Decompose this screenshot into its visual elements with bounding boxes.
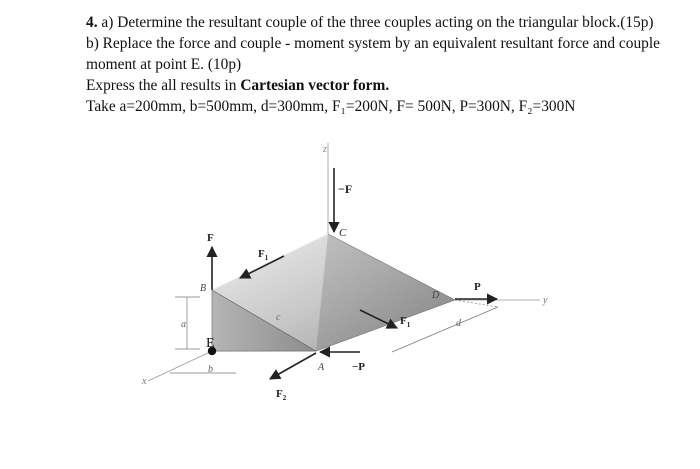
label-C: C <box>339 227 347 239</box>
given-values: Take a=200mm, b=500mm, d=300mm, F₁=200N, F= 500N, P=300N, F₂=300N <box>86 98 576 115</box>
label-c: c <box>276 312 281 323</box>
label-y: y <box>543 295 548 306</box>
express-bold: Cartesian vector form. <box>240 77 390 94</box>
label-b: b <box>208 364 213 375</box>
label-B: B <box>200 283 207 294</box>
label-d: d <box>456 318 461 329</box>
label-a: a <box>181 319 186 330</box>
label-F1-top: $F_1$ <box>258 248 269 262</box>
label-D: D <box>432 290 440 301</box>
label-neg-P: −P <box>352 361 365 373</box>
part-b-line-2: moment at point E. (10p) <box>86 56 242 73</box>
label-F1-right: $F_1$ <box>400 315 411 329</box>
express-prefix: Express the all results in <box>86 77 241 94</box>
x-axis <box>148 351 212 381</box>
label-z: z <box>323 144 327 155</box>
dimension-a <box>175 297 200 349</box>
label-F2: $F_2$ <box>276 388 287 402</box>
label-F: F <box>207 232 214 244</box>
label-x: x <box>142 376 147 387</box>
part-b-line-1: b) Replace the force and couple - moment system by an equivalent resultant force and couple <box>86 35 660 52</box>
label-A: A <box>318 362 325 373</box>
part-a-text: a) Determine the resultant couple of the three couples acting on the triangular block.(15p) <box>101 14 654 31</box>
force-F2-arrow <box>270 353 316 379</box>
label-E: E <box>206 336 215 351</box>
label-P: P <box>474 281 481 293</box>
label-neg-F: −F <box>338 182 353 196</box>
problem-number: 4. <box>86 14 98 31</box>
